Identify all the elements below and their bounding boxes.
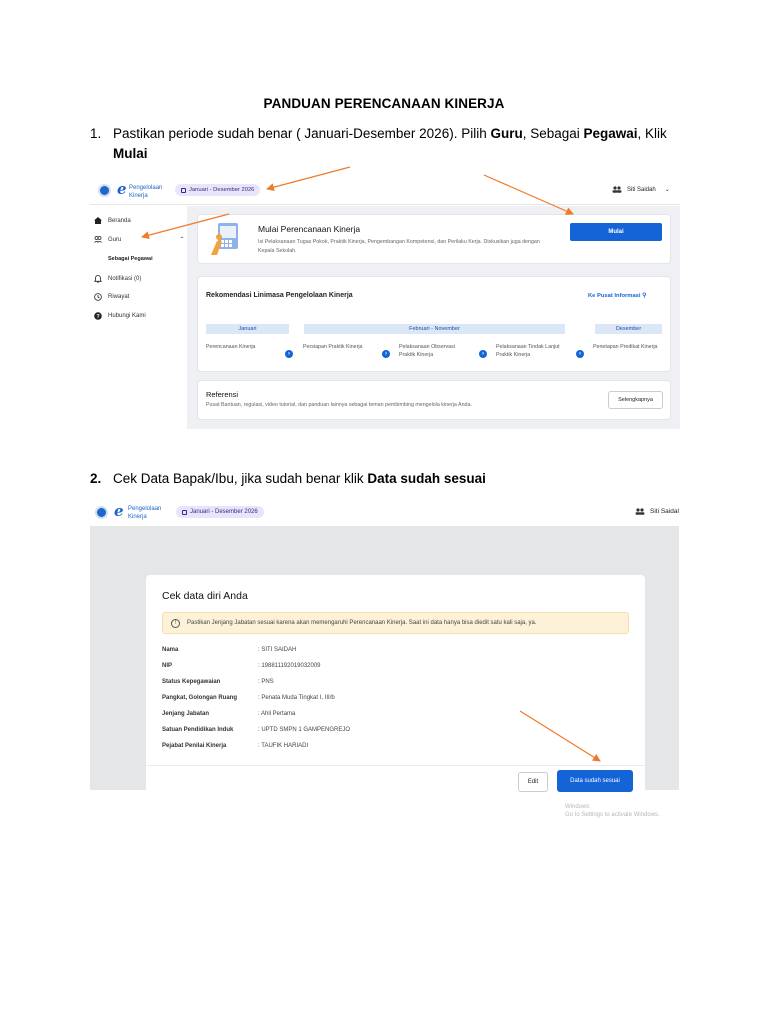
screenshot-cek-data	[90, 500, 679, 818]
logo-text-line: Pengelolaan	[129, 185, 163, 191]
sidebar-item-riwayat[interactable]	[94, 293, 129, 301]
cek-data-modal	[146, 575, 645, 805]
field-value: : Penata Muda Tingkat I, III/b	[258, 695, 335, 701]
logo-text-line: Kinerja	[128, 514, 147, 520]
field-label: Status Kepegawaian	[162, 679, 221, 685]
timeline-item: Pelaksanaan Observasi Praktik Kinerja	[399, 344, 455, 358]
home-icon	[94, 217, 102, 224]
step-bold-pegawai: Pegawai	[583, 126, 638, 141]
step-text-part: , Sebagai	[522, 126, 584, 141]
sidebar-item-label: Beranda	[108, 217, 131, 224]
phase-januari: Januari	[206, 324, 289, 334]
period-text: Januari - Desember 2026	[190, 509, 258, 515]
timeline-item: Persiapan Praktik Kinerja	[303, 344, 363, 350]
calendar-icon	[181, 188, 186, 193]
selengkapnya-button[interactable]: Selengkapnya	[608, 391, 663, 409]
chevron-up-icon: ⌃	[179, 237, 185, 243]
field-value: : 198811192019032009	[258, 663, 321, 669]
users-icon	[94, 236, 102, 243]
mulai-card	[197, 214, 671, 264]
timeline-item: Penetapan Predikat Kinerja	[593, 344, 658, 350]
referensi-title: Referensi	[206, 390, 239, 399]
field-value: : TAUFIK HARIADI	[258, 743, 309, 749]
field-label: NIP	[162, 663, 173, 669]
chevron-right-icon: ›	[479, 350, 487, 358]
sidebar-item-label: Hubungi Kami	[108, 313, 146, 319]
period-chip[interactable]	[175, 184, 260, 196]
sidebar-item-beranda[interactable]	[94, 217, 131, 224]
sidebar-item-notifikasi[interactable]	[94, 275, 141, 283]
data-sudah-sesuai-button[interactable]: Data sudah sesuai	[557, 770, 633, 792]
help-icon	[94, 312, 102, 320]
tut-wuri-logo-icon	[95, 506, 108, 519]
user-name: Siti Saidal	[650, 508, 679, 515]
modal-footer-divider	[146, 765, 645, 766]
sidebar-item-label: Notifikasi (0)	[108, 276, 142, 282]
modal-backdrop	[90, 526, 679, 818]
warning-alert	[162, 612, 629, 634]
mulai-card-title: Mulai Perencanaan Kinerja	[258, 224, 361, 234]
step-text-part: Cek Data Bapak/Ibu, jika sudah benar klik	[113, 471, 368, 486]
pusat-informasi-link[interactable]	[588, 293, 646, 299]
step-text-part: , Klik	[637, 126, 667, 141]
tut-wuri-logo-icon	[98, 184, 111, 197]
app-logo-icon: e	[114, 502, 124, 520]
sidebar-subitem-sebagai-pegawai[interactable]: Sebagai Pegawai	[108, 256, 153, 262]
field-label: Satuan Pendidikan Induk	[162, 727, 234, 733]
step-bold-data-sudah-sesuai: Data sudah sesuai	[367, 471, 486, 486]
user-menu[interactable]	[612, 186, 670, 193]
period-text: Januari - Desember 2026	[189, 187, 255, 193]
sidebar-item-label: Guru	[108, 236, 122, 243]
modal-title: Cek data diri Anda	[162, 590, 248, 602]
main-content	[187, 206, 680, 429]
field-value: : PNS	[258, 679, 274, 685]
referensi-card	[197, 380, 671, 420]
pusat-informasi-label: Ke Pusat Informasi	[588, 293, 641, 299]
sidebar	[90, 206, 187, 429]
edit-button[interactable]: Edit	[518, 772, 548, 792]
user-name: Siti Saidah	[627, 186, 656, 193]
field-value: : SITI SAIDAH	[258, 647, 297, 653]
step-bold-mulai: Mulai	[113, 146, 148, 161]
logo-text-line: Pengelolaan	[128, 506, 162, 512]
field-label: Jenjang Jabatan	[162, 711, 210, 717]
chevron-right-icon: ›	[576, 350, 584, 358]
mulai-button[interactable]: Mulai	[570, 223, 662, 241]
search-icon: ⚲	[642, 293, 647, 299]
sidebar-item-guru[interactable]	[94, 236, 184, 243]
step-bold-guru: Guru	[490, 126, 523, 141]
app-logo-icon: e	[117, 180, 127, 198]
step-text	[113, 469, 693, 489]
phase-februari-november: Februari - November	[304, 324, 565, 334]
windows-activation-watermark	[565, 803, 660, 819]
chevron-right-icon: ›	[285, 350, 293, 358]
warning-text: Pastikan Jenjang Jabatan sesuai karena akan memengaruhi Perencanaan Kinerja. Saat ini data hanya bisa diedit satu kali saja, ya.	[187, 620, 537, 626]
info-icon: !	[171, 619, 180, 628]
calendar-icon	[182, 510, 187, 515]
chevron-right-icon: ›	[382, 350, 390, 358]
logo-text-line: Kinerja	[129, 193, 148, 199]
users-icon	[612, 186, 622, 193]
user-menu[interactable]	[635, 508, 679, 515]
rekomendasi-card	[197, 276, 671, 372]
watermark-line: Windows	[565, 804, 590, 810]
period-chip[interactable]	[176, 506, 264, 518]
clock-icon	[94, 293, 102, 301]
field-value: : UPTD SMPN 1 GAMPENGREJO	[258, 727, 351, 733]
phase-desember: Desember	[595, 324, 662, 334]
svg-text:?: ?	[96, 314, 100, 320]
step-number: 2.	[90, 471, 102, 486]
app-header	[90, 176, 680, 205]
field-label: Pejabat Penilai Kinerja	[162, 743, 227, 749]
watermark-line: Go to Settings to activate Windows.	[565, 812, 660, 818]
step-number: 1.	[90, 126, 102, 141]
timeline-item: Pelaksanaan Tindak Lanjut Praktik Kinerja	[496, 344, 560, 358]
field-value: : Ahli Pertama	[258, 711, 296, 717]
field-label: Pangkat, Golongan Ruang	[162, 695, 238, 701]
field-label: Nama	[162, 647, 179, 653]
chevron-down-icon: ⌄	[664, 187, 670, 193]
referensi-description: Pusat Bantuan, regulasi, video tutorial, dan panduan lainnya sebagai teman pembimbing mengelola kinerja Anda.	[206, 402, 472, 408]
planning-illustration-icon	[208, 221, 244, 255]
document-title: PANDUAN PERENCANAAN KINERJA	[263, 96, 505, 111]
step-text	[113, 124, 693, 164]
screenshot-dashboard	[90, 176, 680, 429]
app-logo-text	[128, 505, 161, 521]
sidebar-item-label: Riwayat	[108, 294, 130, 300]
users-icon	[635, 508, 645, 515]
mulai-card-description: Isi Pelaksanaan Tugas Pokok, Praktik Kinerja, Pengembangan Kompetensi, dan Perilaku Kerja. Diskusikan juga dengan Kepala Sekolah.	[258, 239, 540, 254]
timeline-item: Perencanaan Kinerja	[206, 344, 256, 350]
app-header	[90, 500, 679, 526]
rekomendasi-title: Rekomendasi Linimasa Pengelolaan Kinerja	[206, 292, 353, 299]
app-logo-text	[129, 184, 162, 200]
bell-icon	[94, 275, 102, 283]
sidebar-item-hubungi-kami[interactable]	[94, 312, 146, 320]
step-text-part: Pastikan periode sudah benar ( Januari-Desember 2026). Pilih	[113, 126, 491, 141]
